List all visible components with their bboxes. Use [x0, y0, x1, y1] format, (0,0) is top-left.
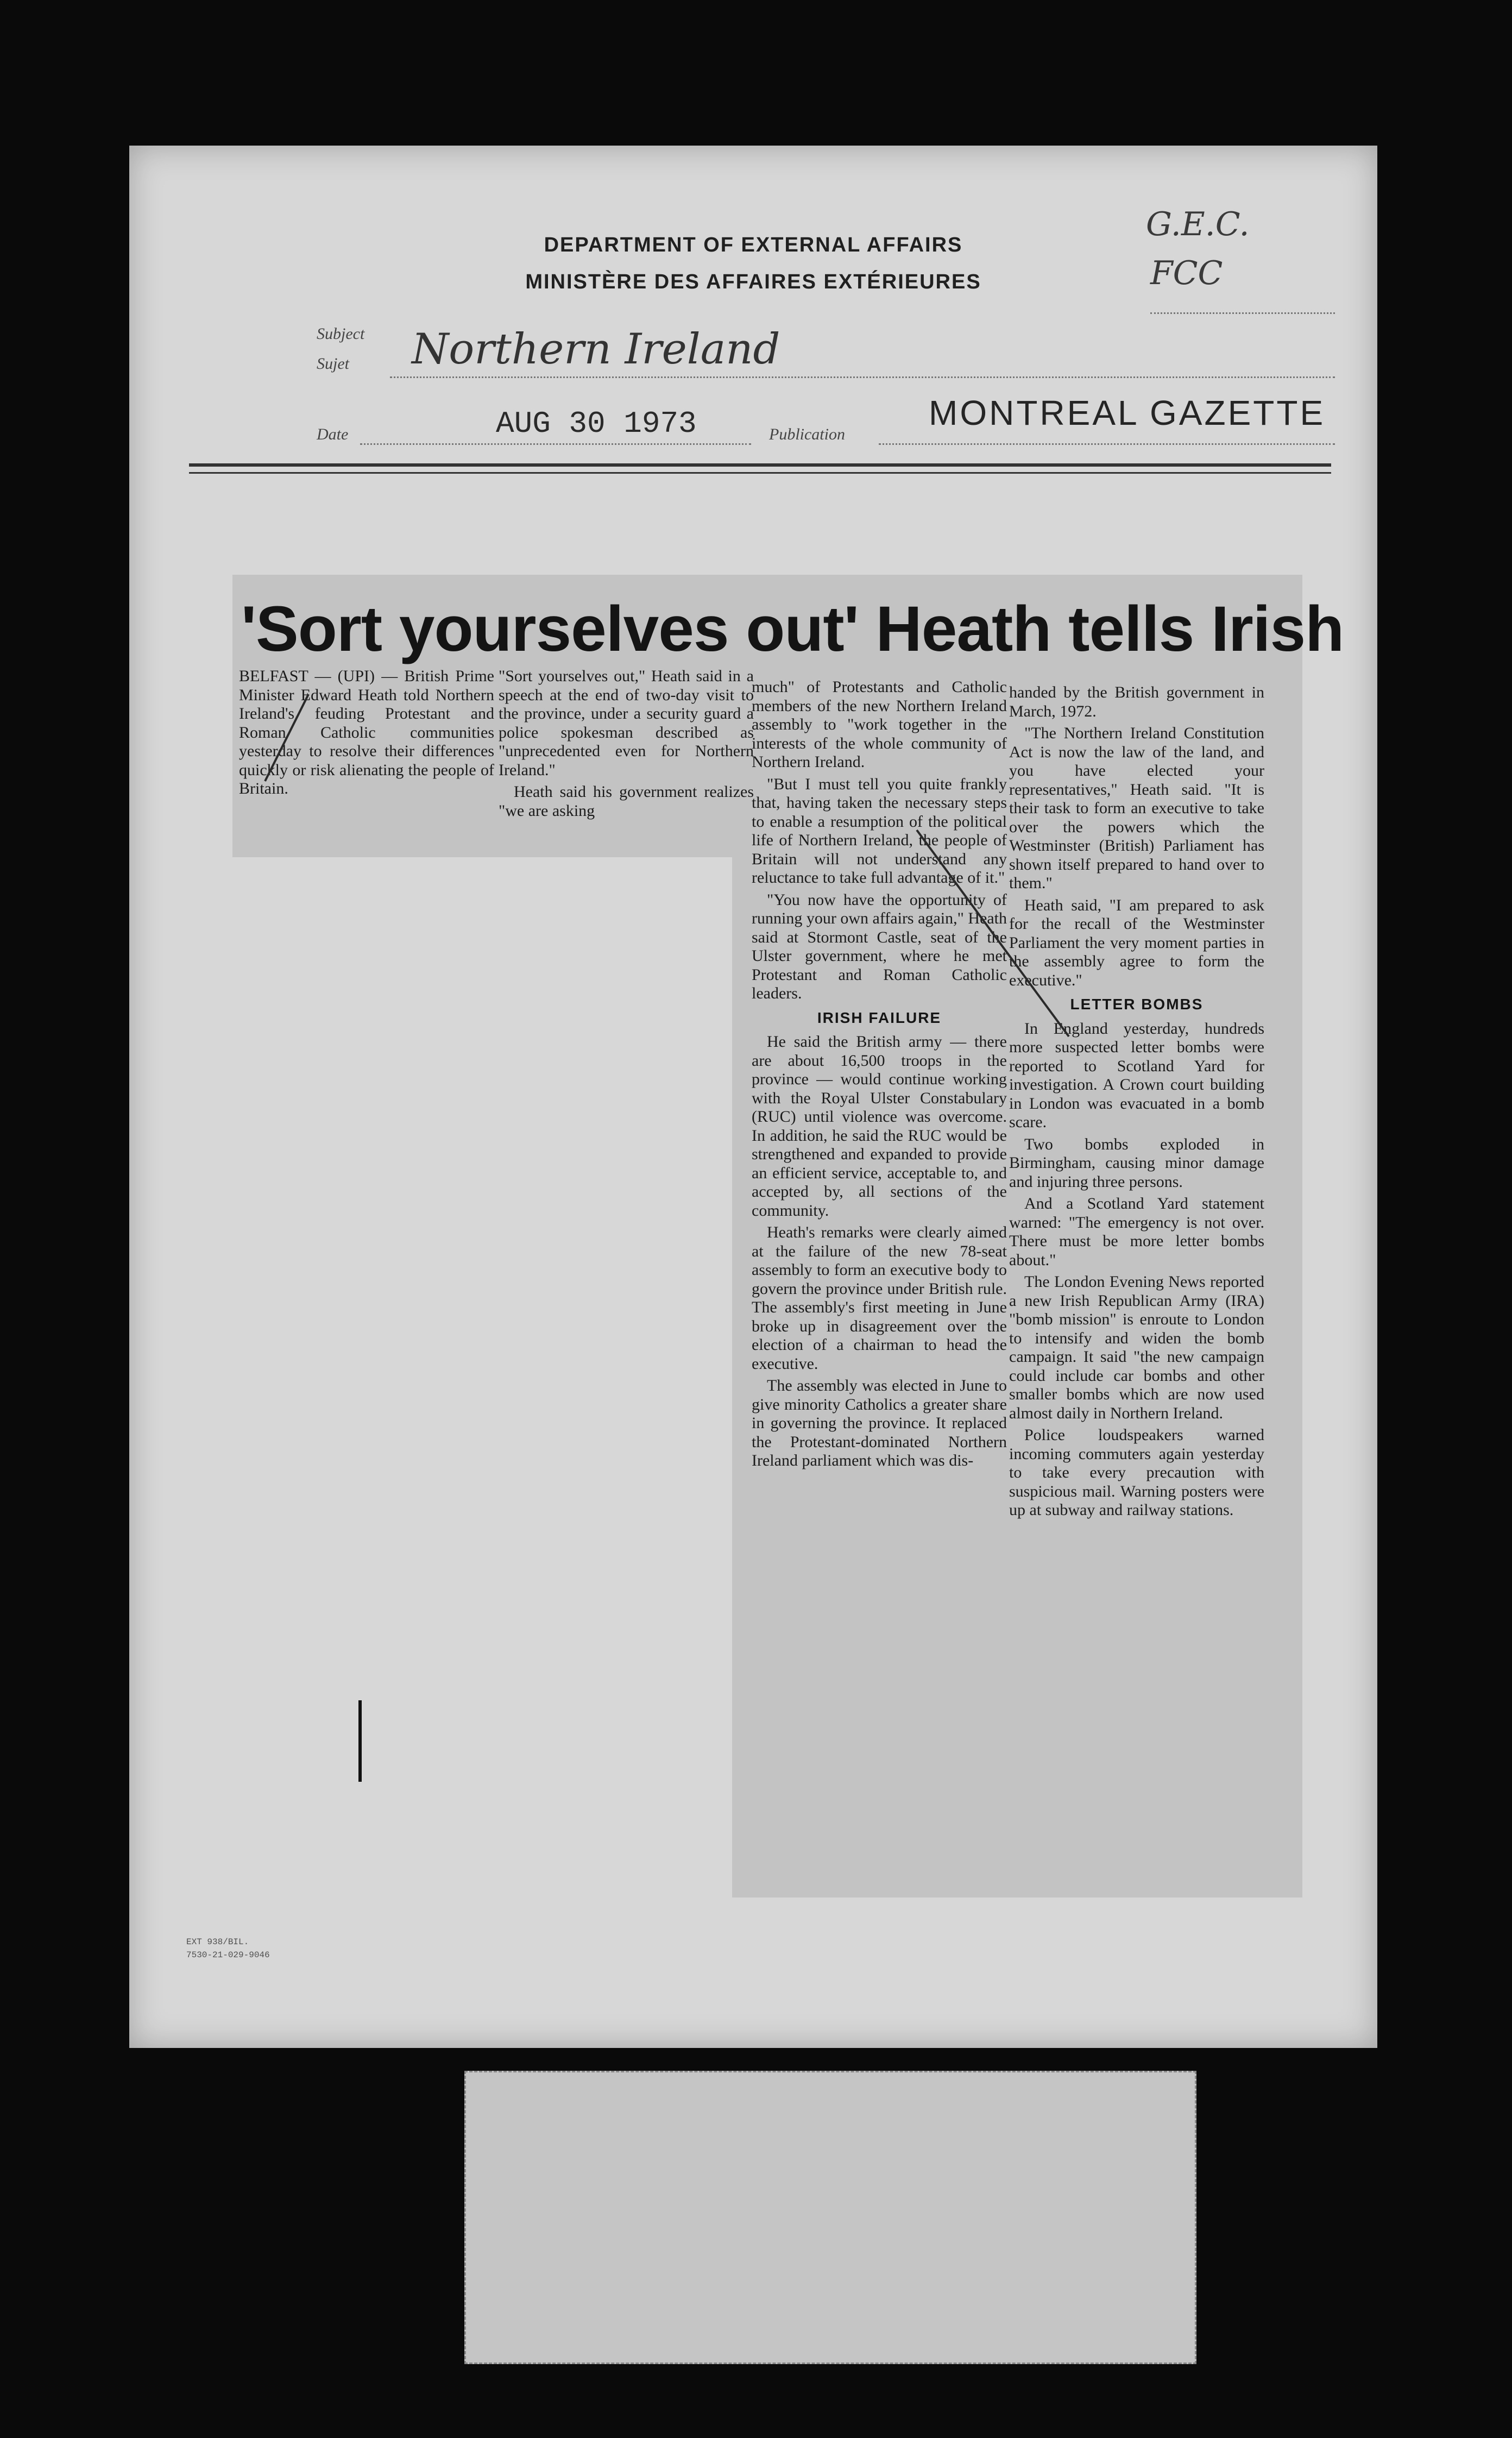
paragraph: The London Evening News reported a new Irish Republican Army (IRA) "bomb mission" is enroute to London to intensify and widen the bomb campaign. It said "the new campaign could include car bombs and other smaller bombs which are now used almost daily in Northern Ireland. — [1009, 1273, 1264, 1422]
paragraph: In England yesterday, hundreds more suspected letter bombs were reported to Scotland Yard for investigation. A Crown court building in London was evacuated in a bomb scare. — [1009, 1019, 1264, 1131]
paragraph: Two bombs exploded in Birmingham, causing minor damage and injuring three persons. — [1009, 1135, 1264, 1191]
handwritten-initials-1: G.E.C. — [1146, 205, 1250, 243]
document-page — [129, 146, 1377, 2048]
paragraph: The assembly was elected in June to give minority Catholics a greater share in governing the province. It replaced the Protestant-dominated Northern Ireland parliament which was dis- — [752, 1377, 1007, 1469]
paragraph: much" of Protestants and Catholic members of the new Northern Ireland assembly to "work together in the interests of the whole community of Northern Ireland. — [752, 678, 1007, 771]
publication-label: Publication — [769, 425, 845, 443]
paragraph: And a Scotland Yard statement warned: "The emergency is not over. There must be more letter bombs about." — [1009, 1195, 1264, 1269]
paragraph: He said the British army — there are about 16,500 troops in the province — would continue working with the Royal Ulster Constabulary (RUC) until violence was overcome. In addition, he said the RUC would be strengthened and expanded to provide an efficient service, acceptable to, and accepted by, all sections of the community. — [752, 1033, 1007, 1220]
subject-handwritten-value: Northern Ireland — [412, 325, 780, 374]
pen-stroke — [265, 694, 308, 781]
date-stamp: AUG 30 1973 — [496, 406, 697, 441]
subheading-letter-bombs: LETTER BOMBS — [1070, 996, 1204, 1013]
attached-paper-stub — [464, 2071, 1196, 2364]
form-number — [186, 1936, 270, 1962]
paragraph: "But I must tell you quite frankly that, having taken the necessary steps to enable a resumption of the political life of Northern Ireland, the people of Britain will not understand any reluctance to take full advantage of it." — [752, 775, 1007, 887]
form-number-line-1: EXT 938/BIL. — [186, 1937, 249, 1947]
department-name-french: MINISTÈRE DES AFFAIRES EXTÉRIEURES — [525, 271, 981, 293]
handwritten-initials-2: FCC — [1150, 254, 1223, 292]
article-headline: 'Sort yourselves out' Heath tells Irish — [241, 593, 1344, 665]
pen-strike-marks — [129, 146, 1377, 2048]
date-label: Date — [317, 425, 349, 443]
pen-stroke — [917, 830, 1069, 1036]
sujet-label: Sujet — [317, 355, 349, 373]
paragraph: BELFAST — (UPI) — British Prime Minister Edward Heath told Northern Ireland's feuding Protestant and Roman Catholic communities yesterday to resolve their differences quickly or risk alienating the people of Britain. — [239, 667, 494, 797]
paragraph: "You now have the opportunity of running your own affairs again," Heath said at Stormont Castle, seat of the Ulster government, where he met Protestant and Roman Catholic leaders. — [752, 890, 1007, 1002]
paragraph: Heath's remarks were clearly aimed at the failure of the new 78-seat assembly to form an executive body to govern the province under British rule. The assembly's first meeting in June broke up in disagreement over the election of a chairman to head the executive. — [752, 1223, 1007, 1373]
subheading-irish-failure: IRISH FAILURE — [817, 1009, 942, 1026]
paragraph: "The Northern Ireland Constitution Act is now the law of the land, and you have elected your representatives," Heath said. "It is their task to form an executive to take over the powers which the Westminster (British) Parliament has shown itself prepared to hand over to them." — [1009, 724, 1264, 892]
paragraph: "Sort yourselves out," Heath said in a speech at the end of two-day visit to the province, under a security guard a police spokesman described as "unprecedented even for Northern Ireland." — [499, 667, 754, 779]
pen-mark — [358, 1700, 362, 1782]
paragraph: Heath said his government realizes "we are asking — [499, 783, 754, 820]
form-number-line-2: 7530-21-029-9046 — [186, 1950, 270, 1960]
paragraph: Heath said, "I am prepared to ask for the recall of the Westminster Parliament the very moment parties in the assembly agree to form the executive." — [1009, 896, 1264, 989]
department-name-english: DEPARTMENT OF EXTERNAL AFFAIRS — [544, 234, 963, 256]
paragraph: Police loudspeakers warned incoming commuters again yesterday to take every precaution with suspicious mail. Warning posters were up at subway and railway stations. — [1009, 1426, 1264, 1519]
paragraph: handed by the British government in March, 1972. — [1009, 683, 1264, 720]
publication-value: MONTREAL GAZETTE — [929, 393, 1326, 432]
subject-label: Subject — [317, 325, 365, 343]
